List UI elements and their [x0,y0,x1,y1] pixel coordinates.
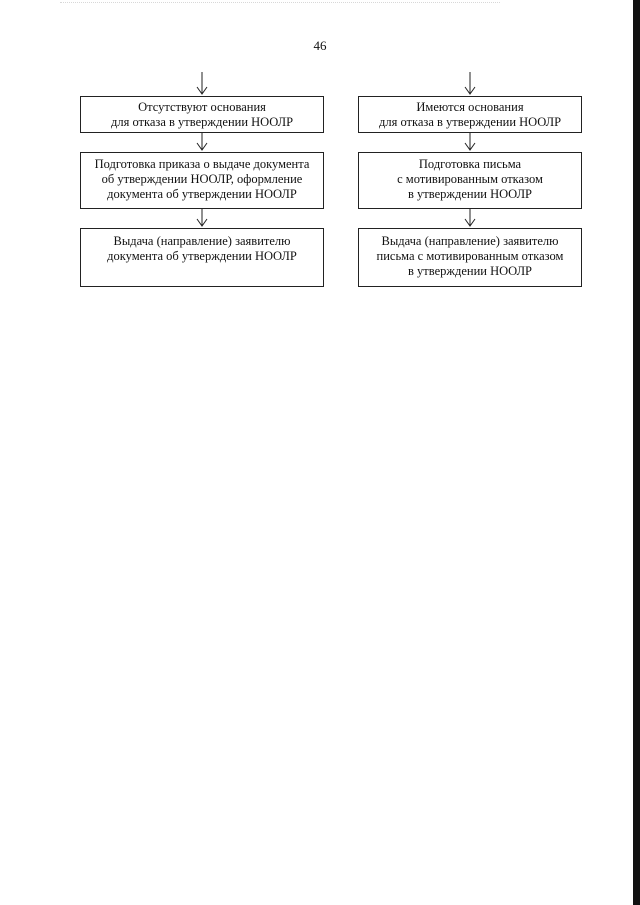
left-branch [80,72,324,287]
scan-edge-border [633,0,640,905]
down-arrow-icon [80,209,324,228]
page-number: 46 [313,38,327,53]
left-step-issue-document-box: Выдача (направление) заявителю документа об утверждении НООЛР [80,228,324,287]
right-branch [358,72,582,287]
left-step-prepare-order-box: Подготовка приказа о выдаче документа об утверждении НООЛР, оформление документа об утверждении НООЛР [80,152,324,209]
scan-noise-line [60,2,500,7]
right-step-has-grounds-box: Имеются основания для отказа в утверждении НООЛР [358,96,582,133]
down-arrow-icon [358,133,582,152]
right-step-issue-letter-box: Выдача (направление) заявителю письма с мотивированным отказом в утверждении НООЛР [358,228,582,287]
down-arrow-icon [358,209,582,228]
right-step-prepare-letter-box: Подготовка письма с мотивированным отказом в утверждении НООЛР [358,152,582,209]
left-step-no-grounds-box: Отсутствуют основания для отказа в утверждении НООЛР [80,96,324,133]
down-arrow-icon [80,133,324,152]
down-arrow-icon [80,72,324,96]
down-arrow-icon [358,72,582,96]
